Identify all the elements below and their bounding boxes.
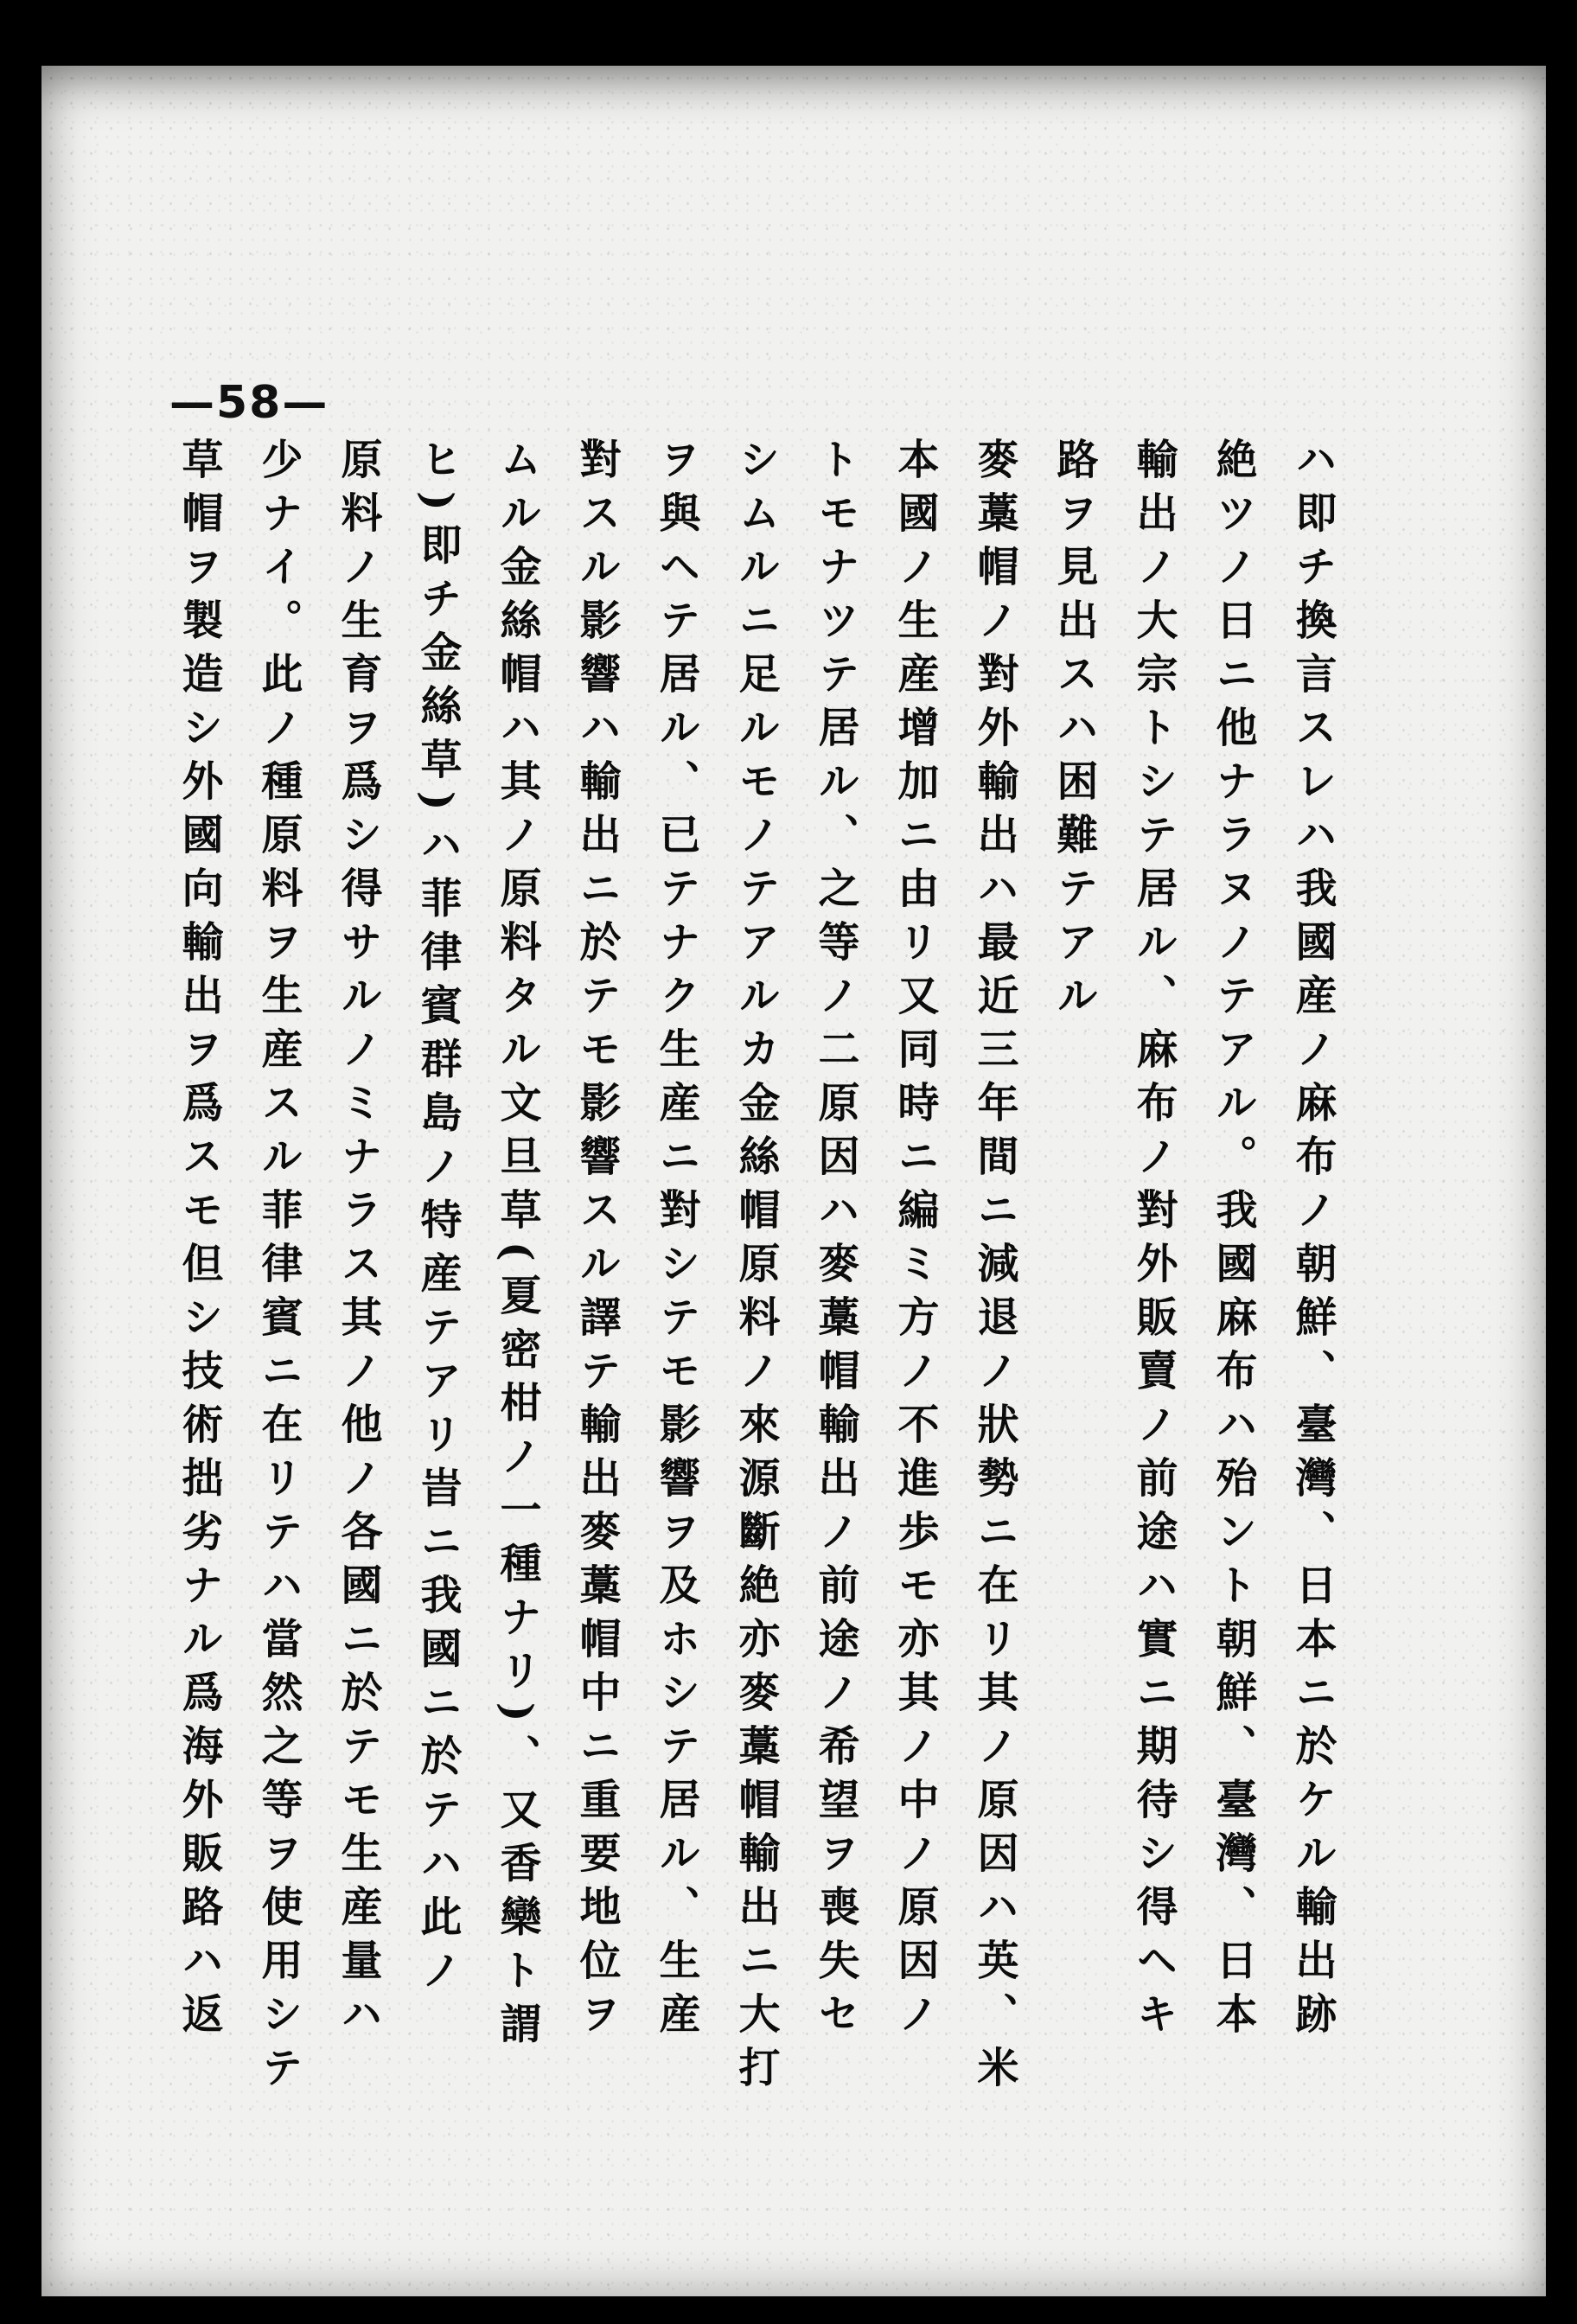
text-line-12: ヒ)即チ金絲草)ハ菲律賓群島ノ特産テアリ旹ニ我國ニ於テハ此ノ: [413, 437, 462, 2002]
text-line-1: ハ即チ換言スレハ我國産ノ麻布ノ朝鮮、臺灣、日本ニ於ケル輸出跡: [1288, 437, 1337, 2046]
text-line-8: シムルニ足ルモノテアルカ金絲帽原料ノ來源斷絶亦麥藁帽輸出ニ大打: [731, 437, 780, 2099]
text-line-9: ヲ與ヘテ居ル、已テナク生産ニ對シテモ影響ヲ及ホシテ居ル、生産: [652, 437, 700, 2046]
text-line-11: ムル金絲帽ハ其ノ原料タル文旦草(夏密柑ノ一種ナリ)、又香欒ト謂: [493, 437, 541, 2056]
text-line-3: 輸出ノ大宗トシテ居ル、麻布ノ對外販賣ノ前途ハ實ニ期待シ得ヘキ: [1129, 437, 1178, 2046]
vertical-text-block: [163, 437, 1347, 2167]
text-line-4: 路ヲ見出スハ困難テアル: [1050, 437, 1098, 1027]
text-line-15: 草帽ヲ製造シ外國向輸出ヲ爲スモ但シ技術拙劣ナル爲海外販路ハ返: [175, 437, 223, 2046]
page-number: —58—: [169, 377, 329, 429]
document-page: [42, 66, 1546, 2296]
text-line-10: 對スル影響ハ輸出ニ於テモ影響スル譯テ輸出麥藁帽中ニ重要地位ヲ: [572, 437, 621, 2046]
text-line-2: 絶ツノ日ニ他ナラヌノテアル。我國麻布ハ殆ント朝鮮、臺灣、日本: [1209, 437, 1257, 2046]
text-line-13: 原料ノ生育ヲ爲シ得サルノミナラス其ノ他ノ各國ニ於テモ生産量ハ: [334, 437, 382, 2046]
text-line-6: 本國ノ生産增加ニ由リ又同時ニ編ミ方ノ不進歩モ亦其ノ中ノ原因ノ: [891, 437, 939, 2046]
text-line-7: トモナツテ居ル、之等ノ二原因ハ麥藁帽輸出ノ前途ノ希望ヲ喪失セ: [811, 437, 859, 2046]
text-line-14: 少ナイ。此ノ種原料ヲ生産スル菲律賓ニ在リテハ當然之等ヲ使用シテ: [254, 437, 303, 2099]
text-line-5: 麥藁帽ノ對外輸出ハ最近三年間ニ減退ノ狀勢ニ在リ其ノ原因ハ英、米: [970, 437, 1018, 2099]
